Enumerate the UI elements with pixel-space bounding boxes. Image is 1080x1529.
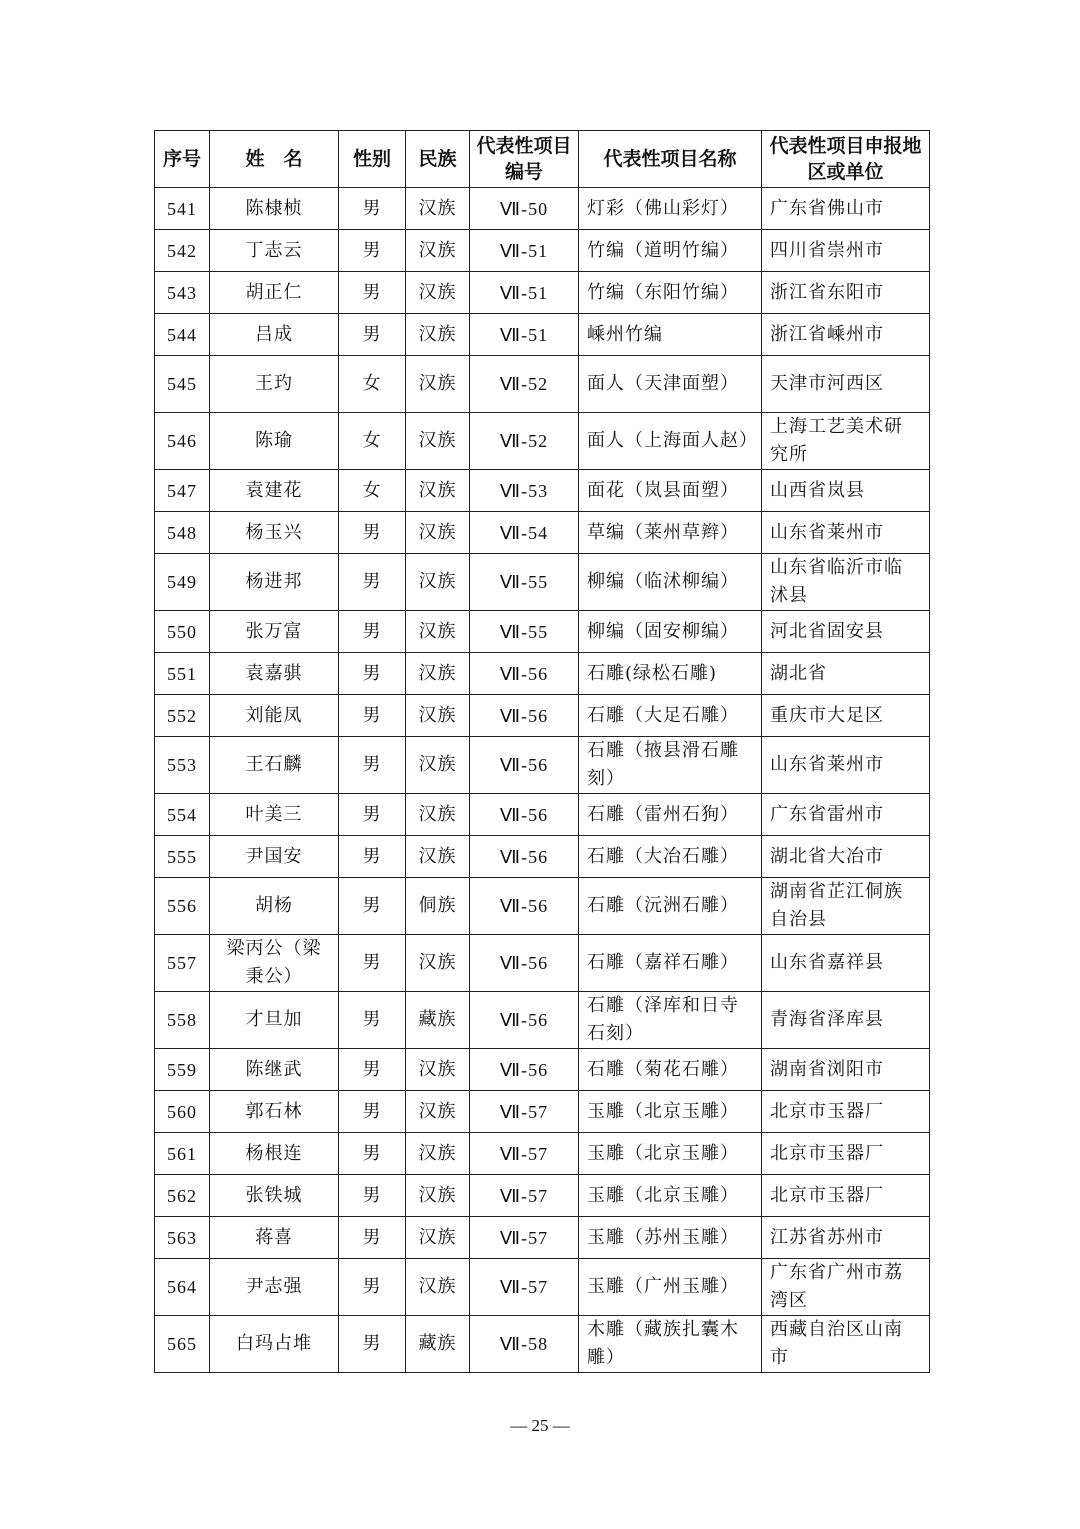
- table-row: [155, 356, 930, 413]
- cell-gender: 男: [339, 992, 406, 1049]
- cell-gender: 男: [339, 611, 406, 653]
- cell-ethnic: 汉族: [406, 1091, 470, 1133]
- table-row: [155, 1316, 930, 1373]
- table-row: [155, 512, 930, 554]
- cell-ethnic: 藏族: [406, 1316, 470, 1373]
- table-row: [155, 794, 930, 836]
- cell-code: Ⅶ-50: [470, 188, 579, 230]
- table-row: [155, 992, 930, 1049]
- cell-no: 544: [155, 314, 210, 356]
- cell-ethnic: 汉族: [406, 695, 470, 737]
- cell-region: 山东省莱州市: [762, 737, 930, 794]
- cell-no: 561: [155, 1133, 210, 1175]
- table-row: [155, 413, 930, 470]
- cell-name: 白玛占堆: [210, 1316, 339, 1373]
- table-row: [155, 1259, 930, 1316]
- cell-region: 湖南省浏阳市: [762, 1049, 930, 1091]
- cell-region: 天津市河西区: [762, 356, 930, 413]
- table-row: [155, 737, 930, 794]
- cell-project: 竹编（道明竹编）: [579, 230, 762, 272]
- table-row: [155, 554, 930, 611]
- cell-name: 杨玉兴: [210, 512, 339, 554]
- cell-region: 广东省雷州市: [762, 794, 930, 836]
- cell-code: Ⅶ-58: [470, 1316, 579, 1373]
- cell-region: 江苏省苏州市: [762, 1217, 930, 1259]
- cell-name: 丁志云: [210, 230, 339, 272]
- cell-region: 西藏自治区山南市: [762, 1316, 930, 1373]
- cell-name: 叶美三: [210, 794, 339, 836]
- cell-name: 蒋喜: [210, 1217, 339, 1259]
- table-row: [155, 1133, 930, 1175]
- cell-no: 551: [155, 653, 210, 695]
- cell-region: 北京市玉器厂: [762, 1091, 930, 1133]
- cell-region: 浙江省嵊州市: [762, 314, 930, 356]
- cell-no: 554: [155, 794, 210, 836]
- cell-project: 面花（岚县面塑）: [579, 470, 762, 512]
- cell-name: 尹志强: [210, 1259, 339, 1316]
- cell-ethnic: 汉族: [406, 272, 470, 314]
- cell-region: 山东省临沂市临沭县: [762, 554, 930, 611]
- cell-project: 玉雕（广州玉雕）: [579, 1259, 762, 1316]
- cell-gender: 男: [339, 794, 406, 836]
- cell-gender: 女: [339, 356, 406, 413]
- cell-code: Ⅶ-57: [470, 1091, 579, 1133]
- cell-region: 浙江省东阳市: [762, 272, 930, 314]
- cell-project: 草编（莱州草辫）: [579, 512, 762, 554]
- cell-name: 王玓: [210, 356, 339, 413]
- cell-no: 543: [155, 272, 210, 314]
- header-project: 代表性项目名称: [579, 131, 762, 188]
- cell-no: 541: [155, 188, 210, 230]
- cell-region: 青海省泽库县: [762, 992, 930, 1049]
- cell-code: Ⅶ-57: [470, 1217, 579, 1259]
- cell-gender: 男: [339, 1316, 406, 1373]
- cell-gender: 男: [339, 272, 406, 314]
- cell-ethnic: 汉族: [406, 230, 470, 272]
- cell-ethnic: 汉族: [406, 413, 470, 470]
- cell-project: 嵊州竹编: [579, 314, 762, 356]
- cell-code: Ⅶ-52: [470, 413, 579, 470]
- cell-no: 560: [155, 1091, 210, 1133]
- cell-ethnic: 汉族: [406, 737, 470, 794]
- cell-ethnic: 汉族: [406, 935, 470, 992]
- cell-gender: 男: [339, 695, 406, 737]
- cell-project: 木雕（藏族扎囊木雕）: [579, 1316, 762, 1373]
- cell-ethnic: 汉族: [406, 512, 470, 554]
- table-row: [155, 314, 930, 356]
- cell-ethnic: 汉族: [406, 653, 470, 695]
- cell-name: 才旦加: [210, 992, 339, 1049]
- cell-ethnic: 汉族: [406, 1259, 470, 1316]
- cell-no: 564: [155, 1259, 210, 1316]
- cell-ethnic: 汉族: [406, 1217, 470, 1259]
- cell-gender: 男: [339, 512, 406, 554]
- cell-no: 550: [155, 611, 210, 653]
- cell-ethnic: 汉族: [406, 314, 470, 356]
- cell-no: 563: [155, 1217, 210, 1259]
- cell-code: Ⅶ-56: [470, 737, 579, 794]
- cell-name: 陈继武: [210, 1049, 339, 1091]
- cell-project: 石雕（大冶石雕）: [579, 836, 762, 878]
- cell-project: 玉雕（北京玉雕）: [579, 1175, 762, 1217]
- cell-region: 北京市玉器厂: [762, 1175, 930, 1217]
- cell-project: 竹编（东阳竹编）: [579, 272, 762, 314]
- cell-gender: 男: [339, 230, 406, 272]
- table-body: [155, 188, 930, 1373]
- cell-code: Ⅶ-51: [470, 272, 579, 314]
- table-row: [155, 1091, 930, 1133]
- cell-gender: 男: [339, 653, 406, 695]
- cell-gender: 女: [339, 470, 406, 512]
- cell-code: Ⅶ-56: [470, 935, 579, 992]
- cell-no: 546: [155, 413, 210, 470]
- cell-no: 562: [155, 1175, 210, 1217]
- cell-no: 542: [155, 230, 210, 272]
- cell-ethnic: 汉族: [406, 611, 470, 653]
- cell-name: 尹国安: [210, 836, 339, 878]
- cell-code: Ⅶ-56: [470, 836, 579, 878]
- cell-code: Ⅶ-52: [470, 356, 579, 413]
- cell-ethnic: 汉族: [406, 1175, 470, 1217]
- cell-gender: 男: [339, 1133, 406, 1175]
- cell-code: Ⅶ-55: [470, 554, 579, 611]
- cell-project: 石雕（雷州石狗）: [579, 794, 762, 836]
- page-number: — 25 —: [510, 1416, 570, 1435]
- cell-code: Ⅶ-56: [470, 653, 579, 695]
- cell-code: Ⅶ-51: [470, 314, 579, 356]
- cell-code: Ⅶ-56: [470, 992, 579, 1049]
- table-row: [155, 188, 930, 230]
- cell-gender: 男: [339, 1217, 406, 1259]
- cell-code: Ⅶ-56: [470, 695, 579, 737]
- cell-gender: 男: [339, 836, 406, 878]
- cell-project: 石雕（泽库和日寺石刻）: [579, 992, 762, 1049]
- cell-project: 玉雕（苏州玉雕）: [579, 1217, 762, 1259]
- cell-region: 广东省广州市荔湾区: [762, 1259, 930, 1316]
- cell-name: 杨进邦: [210, 554, 339, 611]
- table-row: [155, 878, 930, 935]
- cell-code: Ⅶ-55: [470, 611, 579, 653]
- cell-name: 胡杨: [210, 878, 339, 935]
- cell-no: 552: [155, 695, 210, 737]
- cell-gender: 男: [339, 878, 406, 935]
- cell-name: 张万富: [210, 611, 339, 653]
- cell-name: 郭石林: [210, 1091, 339, 1133]
- table-row: [155, 653, 930, 695]
- cell-gender: 男: [339, 935, 406, 992]
- cell-ethnic: 汉族: [406, 1049, 470, 1091]
- cell-project: 石雕（掖县滑石雕刻）: [579, 737, 762, 794]
- cell-name: 胡正仁: [210, 272, 339, 314]
- cell-region: 湖北省: [762, 653, 930, 695]
- cell-name: 王石麟: [210, 737, 339, 794]
- cell-no: 548: [155, 512, 210, 554]
- cell-gender: 男: [339, 737, 406, 794]
- cell-project: 面人（天津面塑）: [579, 356, 762, 413]
- table-row: [155, 272, 930, 314]
- cell-code: Ⅶ-54: [470, 512, 579, 554]
- cell-region: 四川省崇州市: [762, 230, 930, 272]
- cell-ethnic: 侗族: [406, 878, 470, 935]
- cell-ethnic: 汉族: [406, 356, 470, 413]
- cell-ethnic: 汉族: [406, 1133, 470, 1175]
- cell-project: 玉雕（北京玉雕）: [579, 1133, 762, 1175]
- cell-project: 灯彩（佛山彩灯）: [579, 188, 762, 230]
- cell-no: 556: [155, 878, 210, 935]
- cell-code: Ⅶ-57: [470, 1175, 579, 1217]
- table-row: [155, 1217, 930, 1259]
- table-row: [155, 935, 930, 992]
- cell-no: 558: [155, 992, 210, 1049]
- cell-code: Ⅶ-51: [470, 230, 579, 272]
- cell-project: 石雕(绿松石雕): [579, 653, 762, 695]
- cell-project: 石雕（沅洲石雕）: [579, 878, 762, 935]
- cell-code: Ⅶ-57: [470, 1133, 579, 1175]
- cell-gender: 男: [339, 1049, 406, 1091]
- cell-project: 石雕（嘉祥石雕）: [579, 935, 762, 992]
- header-region: 代表性项目申报地区或单位: [762, 131, 930, 188]
- cell-no: 549: [155, 554, 210, 611]
- cell-no: 565: [155, 1316, 210, 1373]
- cell-ethnic: 汉族: [406, 188, 470, 230]
- cell-region: 山东省嘉祥县: [762, 935, 930, 992]
- header-name: 姓 名: [210, 131, 339, 188]
- cell-code: Ⅶ-57: [470, 1259, 579, 1316]
- cell-region: 广东省佛山市: [762, 188, 930, 230]
- cell-gender: 男: [339, 1091, 406, 1133]
- cell-region: 上海工艺美术研究所: [762, 413, 930, 470]
- cell-no: 555: [155, 836, 210, 878]
- header-no: 序号: [155, 131, 210, 188]
- table-header-row: [155, 131, 930, 188]
- cell-name: 刘能凤: [210, 695, 339, 737]
- header-ethnic: 民族: [406, 131, 470, 188]
- cell-name: 袁建花: [210, 470, 339, 512]
- cell-code: Ⅶ-56: [470, 1049, 579, 1091]
- cell-name: 杨根连: [210, 1133, 339, 1175]
- cell-gender: 男: [339, 554, 406, 611]
- cell-name: 张铁城: [210, 1175, 339, 1217]
- cell-no: 547: [155, 470, 210, 512]
- cell-no: 557: [155, 935, 210, 992]
- cell-name: 陈棣桢: [210, 188, 339, 230]
- table-row: [155, 1049, 930, 1091]
- cell-ethnic: 藏族: [406, 992, 470, 1049]
- table-row: [155, 695, 930, 737]
- heritage-inheritors-table: [154, 130, 930, 1373]
- header-gender: 性别: [339, 131, 406, 188]
- cell-project: 石雕（菊花石雕）: [579, 1049, 762, 1091]
- cell-region: 重庆市大足区: [762, 695, 930, 737]
- cell-name: 梁丙公（梁秉公）: [210, 935, 339, 992]
- cell-code: Ⅶ-56: [470, 878, 579, 935]
- cell-no: 553: [155, 737, 210, 794]
- cell-gender: 女: [339, 413, 406, 470]
- cell-ethnic: 汉族: [406, 554, 470, 611]
- cell-project: 柳编（临沭柳编）: [579, 554, 762, 611]
- cell-gender: 男: [339, 1259, 406, 1316]
- cell-no: 545: [155, 356, 210, 413]
- table-row: [155, 470, 930, 512]
- cell-name: 吕成: [210, 314, 339, 356]
- cell-ethnic: 汉族: [406, 470, 470, 512]
- cell-name: 陈瑜: [210, 413, 339, 470]
- cell-project: 柳编（固安柳编）: [579, 611, 762, 653]
- cell-ethnic: 汉族: [406, 836, 470, 878]
- cell-region: 湖北省大冶市: [762, 836, 930, 878]
- cell-code: Ⅶ-53: [470, 470, 579, 512]
- table-row: [155, 836, 930, 878]
- cell-project: 玉雕（北京玉雕）: [579, 1091, 762, 1133]
- cell-region: 河北省固安县: [762, 611, 930, 653]
- cell-name: 袁嘉骐: [210, 653, 339, 695]
- cell-region: 山西省岚县: [762, 470, 930, 512]
- cell-ethnic: 汉族: [406, 794, 470, 836]
- cell-region: 湖南省芷江侗族自治县: [762, 878, 930, 935]
- cell-gender: 男: [339, 1175, 406, 1217]
- cell-no: 559: [155, 1049, 210, 1091]
- cell-project: 石雕（大足石雕）: [579, 695, 762, 737]
- cell-region: 山东省莱州市: [762, 512, 930, 554]
- table-row: [155, 611, 930, 653]
- table-row: [155, 1175, 930, 1217]
- cell-region: 北京市玉器厂: [762, 1133, 930, 1175]
- cell-gender: 男: [339, 188, 406, 230]
- cell-gender: 男: [339, 314, 406, 356]
- table-row: [155, 230, 930, 272]
- cell-code: Ⅶ-56: [470, 794, 579, 836]
- header-code: 代表性项目编号: [470, 131, 579, 188]
- cell-project: 面人（上海面人赵）: [579, 413, 762, 470]
